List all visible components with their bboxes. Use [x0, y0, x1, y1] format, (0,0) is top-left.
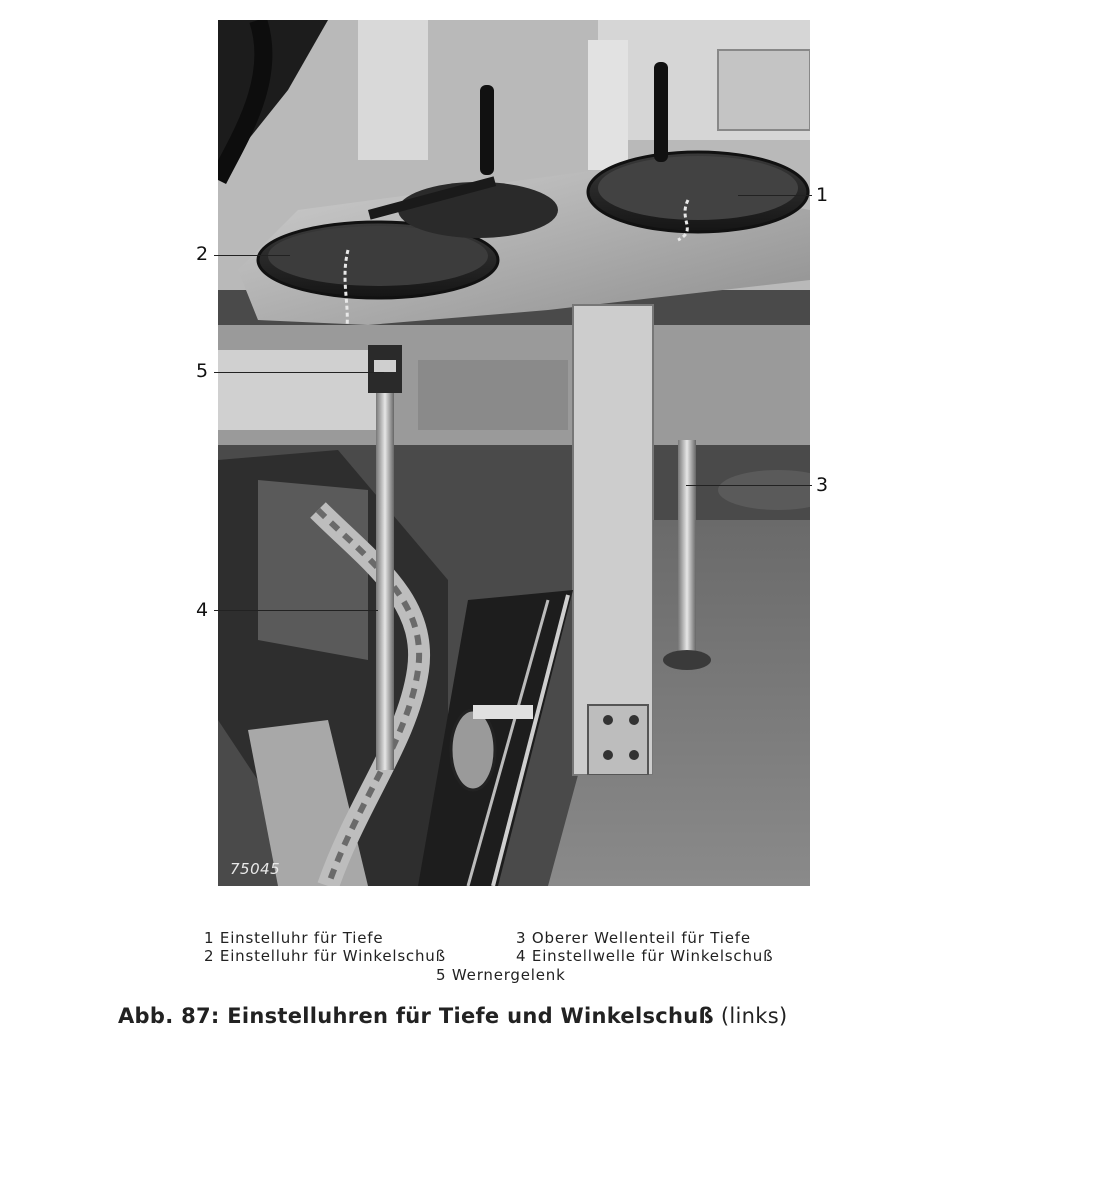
leader-line-1: [738, 195, 812, 196]
photo-number: 75045: [230, 860, 281, 878]
legend-item-4: 4 Einstellwelle für Winkelschuß: [516, 947, 774, 965]
caption-suffix: (links): [713, 1004, 788, 1028]
callout-3: 3: [816, 474, 829, 496]
callout-4: 4: [196, 599, 209, 621]
leader-line-3: [686, 485, 812, 486]
legend-item-5: 5 Wernergelenk: [436, 966, 566, 984]
legend-item-1: 1 Einstelluhr für Tiefe: [204, 929, 384, 947]
callout-5: 5: [196, 360, 209, 382]
mechanism-photo: [218, 20, 810, 886]
legend-item-3: 3 Oberer Wellenteil für Tiefe: [516, 929, 751, 947]
callout-1: 1: [816, 184, 829, 206]
leader-line-2: [214, 255, 290, 256]
legend-item-2: 2 Einstelluhr für Winkelschuß: [204, 947, 446, 965]
leader-line-5: [214, 372, 384, 373]
callout-2: 2: [196, 243, 209, 265]
leader-line-4: [214, 610, 378, 611]
figure-photo: [218, 20, 810, 886]
caption-title: Abb. 87: Einstelluhren für Tiefe und Winkelschuß: [118, 1004, 714, 1028]
figure-caption: [118, 1004, 787, 1028]
